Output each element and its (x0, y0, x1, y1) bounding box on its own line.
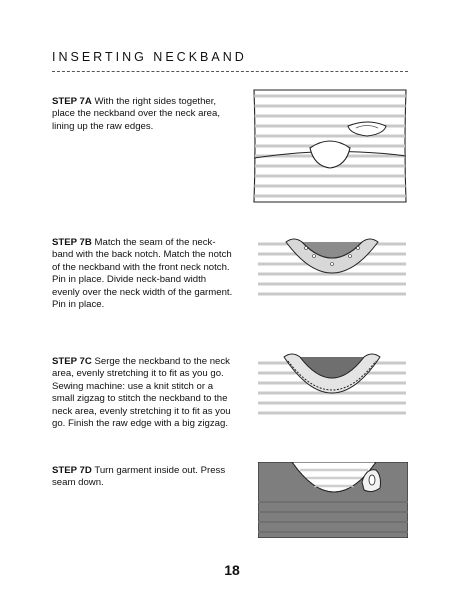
step-label: STEP 7A (52, 96, 92, 107)
step-7d-illustration (258, 462, 408, 538)
dashed-divider (52, 71, 408, 72)
step-label: STEP 7D (52, 465, 92, 476)
step-7a-illustration (246, 86, 414, 206)
step-7c (52, 356, 234, 430)
step-7b (52, 237, 234, 311)
step-7a (52, 96, 234, 133)
step-text: With the right sides together, place the neckband over the neck area, lining up the raw edges. (52, 96, 221, 132)
step-text: Match the seam of the neck-band with the back notch. Match the notch of the neckband with the front neck notch. Pin in place. Divide neck-band width evenly over the neck width of the garment. Pin in place. (52, 237, 233, 311)
step-7d (52, 465, 234, 490)
step-label: STEP 7B (52, 237, 92, 248)
step-7c-illustration (258, 351, 406, 425)
section-title: INSERTING NECKBAND (52, 50, 247, 64)
step-text: Turn garment inside out. Press seam down. (52, 465, 226, 489)
step-text: Serge the neckband to the neck area, evenly stretching it to fit as you go. Sewing machine: use a knit stitch or a small zigzag to stitch the neckband to the neck area, evenly stretching it to fit as you go. Finish the raw edge with a big zigzag. (52, 356, 231, 430)
page-number: 18 (224, 562, 240, 578)
step-7b-illustration (258, 234, 406, 306)
step-label: STEP 7C (52, 356, 92, 367)
